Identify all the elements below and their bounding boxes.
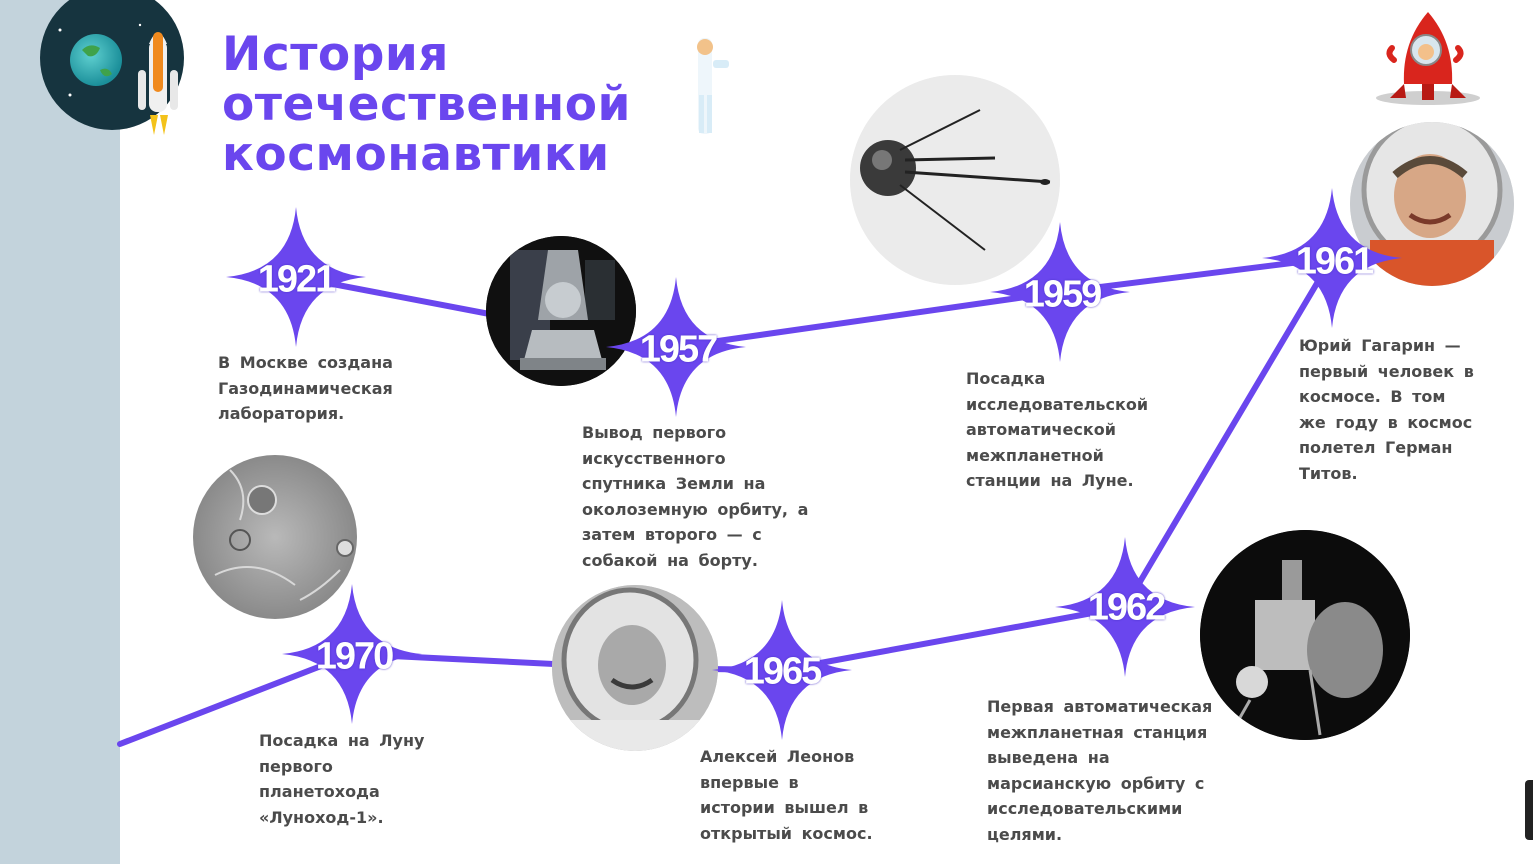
moon-surface-photo xyxy=(193,455,357,619)
year-label-1921: 1921 xyxy=(257,258,335,301)
astronaut-figure-icon xyxy=(697,38,729,134)
earth-rocket-logo-icon xyxy=(40,0,184,135)
event-text-1962: Первая автоматическая межпланетная станция выведена на марсианскую орбиту с исследовательскими целями. xyxy=(987,697,1213,844)
event-text-1965: Алексей Леонов впервые в истории вышел в открытый космос. xyxy=(700,747,873,843)
year-label-1959: 1959 xyxy=(1023,273,1101,316)
title-line-2: отечественной xyxy=(222,77,631,132)
year-label-1970: 1970 xyxy=(315,635,393,678)
leonov-photo xyxy=(552,585,718,760)
slide-edge-decoration xyxy=(1525,780,1533,840)
event-text-1970: Посадка на Луну первого планетохода «Луноход-1». xyxy=(259,731,425,827)
sputnik-museum-photo xyxy=(486,236,636,386)
title-line-1: История xyxy=(222,27,449,82)
cartoon-rocket-icon xyxy=(1376,12,1480,105)
page-title xyxy=(222,27,631,182)
year-label-1965: 1965 xyxy=(743,650,821,693)
luna-probe-photo xyxy=(850,75,1060,285)
event-text-1959: Посадка исследовательской автоматической межпланетной станции на Луне. xyxy=(966,369,1149,490)
mars-probe-photo xyxy=(1200,530,1410,740)
event-text-1961: Юрий Гагарин — первый человек в космосе. В том же году в космос полетел Герман Титов. xyxy=(1299,336,1474,483)
year-label-1961: 1961 xyxy=(1295,240,1373,283)
year-label-1957: 1957 xyxy=(639,328,717,371)
title-line-3: космонавтики xyxy=(222,127,610,182)
year-label-1962: 1962 xyxy=(1087,586,1165,629)
event-text-1957: Вывод первого искусственного спутника Земли на околоземную орбиту, а затем второго — с собакой на борту. xyxy=(582,423,809,570)
event-text-1921: В Москве создана Газодинамическая лаборатория. xyxy=(218,353,393,423)
